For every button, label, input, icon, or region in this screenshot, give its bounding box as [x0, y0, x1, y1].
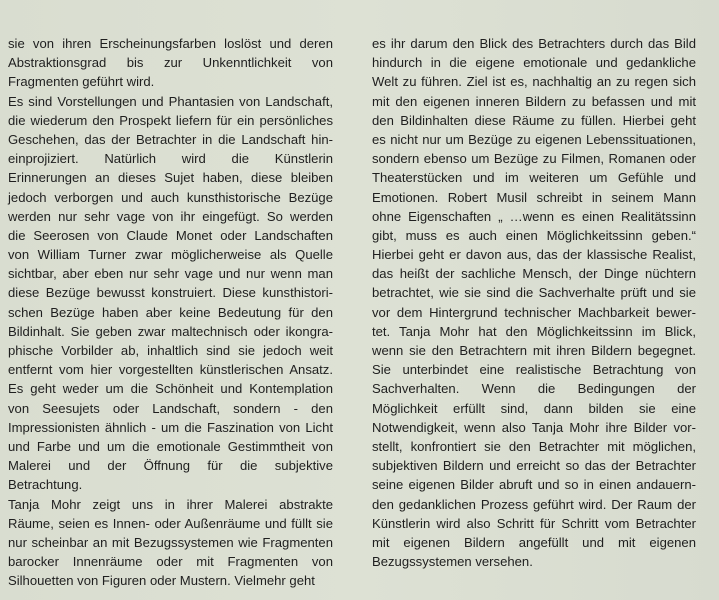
- text-line: Malerei und der Öffnung für die subjektive: [8, 458, 333, 474]
- text-line: von William Turner zwar möglicherweise als Quelle: [8, 247, 333, 263]
- text-line: stellt, konfrontiert sie den Betrachter mit möglichen,: [372, 438, 696, 454]
- text-column-right: [372, 34, 696, 571]
- text-line: sichtbar, aber eben nur sehr vage und nur wenn man: [8, 266, 333, 282]
- text-line: mit den eigenen inneren Bildern zu befassen und mit: [372, 93, 696, 109]
- text-line: Welt zu führen. Ziel ist es, nachhaltig an zu regen sich: [372, 74, 696, 90]
- text-line: Bezugssystemen versehen.: [372, 554, 533, 570]
- text-line: Sachverhalten. Wenn die Bedingungen der: [372, 381, 696, 397]
- text-line: subjektiven Bildern und erreicht so das der Betrachter: [372, 458, 696, 474]
- text-line: den gedanklichen Prozess geführt wird. Der Raum der: [372, 496, 696, 512]
- text-line: hindurch in die eigene emotionale und gedankliche: [372, 55, 696, 71]
- text-line: und Farbe und um die emotionale Gestimmtheit von: [8, 438, 333, 454]
- text-line: von Seesujets oder Landschaft, sondern - den: [8, 400, 333, 416]
- text-line: Räume, seien es Innen- oder Außenräume und füllt sie: [8, 515, 333, 531]
- text-line: Betrachtung.: [8, 477, 83, 493]
- text-line: einprojiziert. Natürlich wird die Künstlerin: [8, 151, 333, 167]
- text-line: ohne Eigenschaften „ …wenn es einen Realitätssinn: [372, 208, 696, 224]
- text-line: Sie unterbindet eine realistische Betrachtung von: [372, 362, 696, 378]
- text-line: Silhouetten von Figuren oder Mustern. Vielmehr geht: [8, 573, 315, 589]
- text-column-left: [8, 34, 333, 590]
- text-line: entfernt vom hier vorgestellten künstlerischen Ansatz.: [8, 362, 333, 378]
- text-line: Bildinhalt. Sie geben zwar maltechnisch oder ikongra-: [8, 323, 333, 339]
- text-line: werden nur sehr vage von ihr eingefügt. So werden: [8, 208, 333, 224]
- text-line: nur scheinbar an mit Bezugssystemen wie Fragmenten: [8, 534, 333, 550]
- text-line: diese Bezüge bewusst konstruiert. Diese kunsthistori-: [8, 285, 333, 301]
- text-line: Abstraktionsgrad bis zur Unkenntlichkeit von: [8, 55, 333, 71]
- text-line: Theaterstücken und im weiteren um Gefühle und: [372, 170, 696, 186]
- text-line: Erinnerungen an dieses Sujet haben, diese bleiben: [8, 170, 333, 186]
- text-line: sie von ihren Erscheinungsfarben loslöst und deren: [8, 36, 333, 51]
- text-line: sondern ebenso um Bezüge zu Filmen, Romanen oder: [372, 151, 696, 167]
- text-line: vor dem Hintergrund technischer Machbarkeit bewer-: [372, 304, 696, 320]
- text-line: Geschehen, das der Betrachter in die Landschaft hin-: [8, 131, 333, 147]
- text-line: tet. Tanja Mohr hat den Möglichkeitssinn im Blick,: [372, 323, 696, 339]
- text-line: Hierbei geht er davon aus, das der klassische Realist,: [372, 247, 696, 263]
- text-line: Tanja Mohr zeigt uns in ihrer Malerei abstrakte: [8, 496, 333, 512]
- text-line: jedoch verborgen und auch kunsthistorische Bezüge: [8, 189, 333, 205]
- text-line: die wiederum den Prospekt liefern für ein persönliches: [8, 112, 333, 128]
- text-line: Emotionen. Robert Musil schreibt in seinem Mann: [372, 189, 696, 205]
- text-line: Künstlerin wird also Schritt für Schritt vom Betrachter: [372, 515, 696, 531]
- text-line: seine eigenen Bilder abruft und so in einen andauern-: [372, 477, 696, 493]
- text-line: den Bildinhalten diese Räume zu füllen. Hierbei geht: [372, 112, 696, 128]
- text-line: Es geht weder um die Schönheit und Kontemplation: [8, 381, 333, 397]
- text-line: betrachtet, wie sie sind die Sachverhalte prüft und sie: [372, 285, 696, 301]
- text-line: das heißt der sachliche Mensch, der Dinge nüchtern: [372, 266, 696, 282]
- text-line: wenn sie den Betrachtern mit ihren Bildern begegnet.: [372, 343, 696, 358]
- text-line: Es sind Vorstellungen und Phantasien von Landschaft,: [8, 93, 333, 109]
- text-line: die Seerosen von Claude Monet oder Landschaften: [8, 227, 333, 243]
- text-line: gibt, muss es auch einen Möglichkeitssinn geben.“: [372, 227, 696, 243]
- text-line: Möglichkeit erfüllt sind, dann bilden sie eine: [372, 400, 696, 416]
- text-line: Fragmenten geführt wird.: [8, 74, 155, 90]
- text-line: mit eigenen Bildern angefüllt und mit eigenen: [372, 534, 696, 550]
- text-line: phische Vorbilder ab, inhaltlich sind sie jedoch weit: [8, 343, 333, 358]
- text-line: barocker Innenräume oder mit Fragmenten von: [8, 554, 333, 570]
- text-line: es ihr darum den Blick des Betrachters durch das Bild: [372, 36, 696, 51]
- text-line: schen Bezüge haben aber keine Bedeutung für den: [8, 304, 333, 320]
- text-line: es nicht nur um Bezüge zu eigenen Lebenssituationen,: [372, 131, 696, 147]
- text-line: Notwendigkeit, wenn also Tanja Mohr ihre Bilder vor-: [372, 419, 696, 435]
- text-line: Impressionisten ähnlich - um die Faszination von Licht: [8, 419, 333, 435]
